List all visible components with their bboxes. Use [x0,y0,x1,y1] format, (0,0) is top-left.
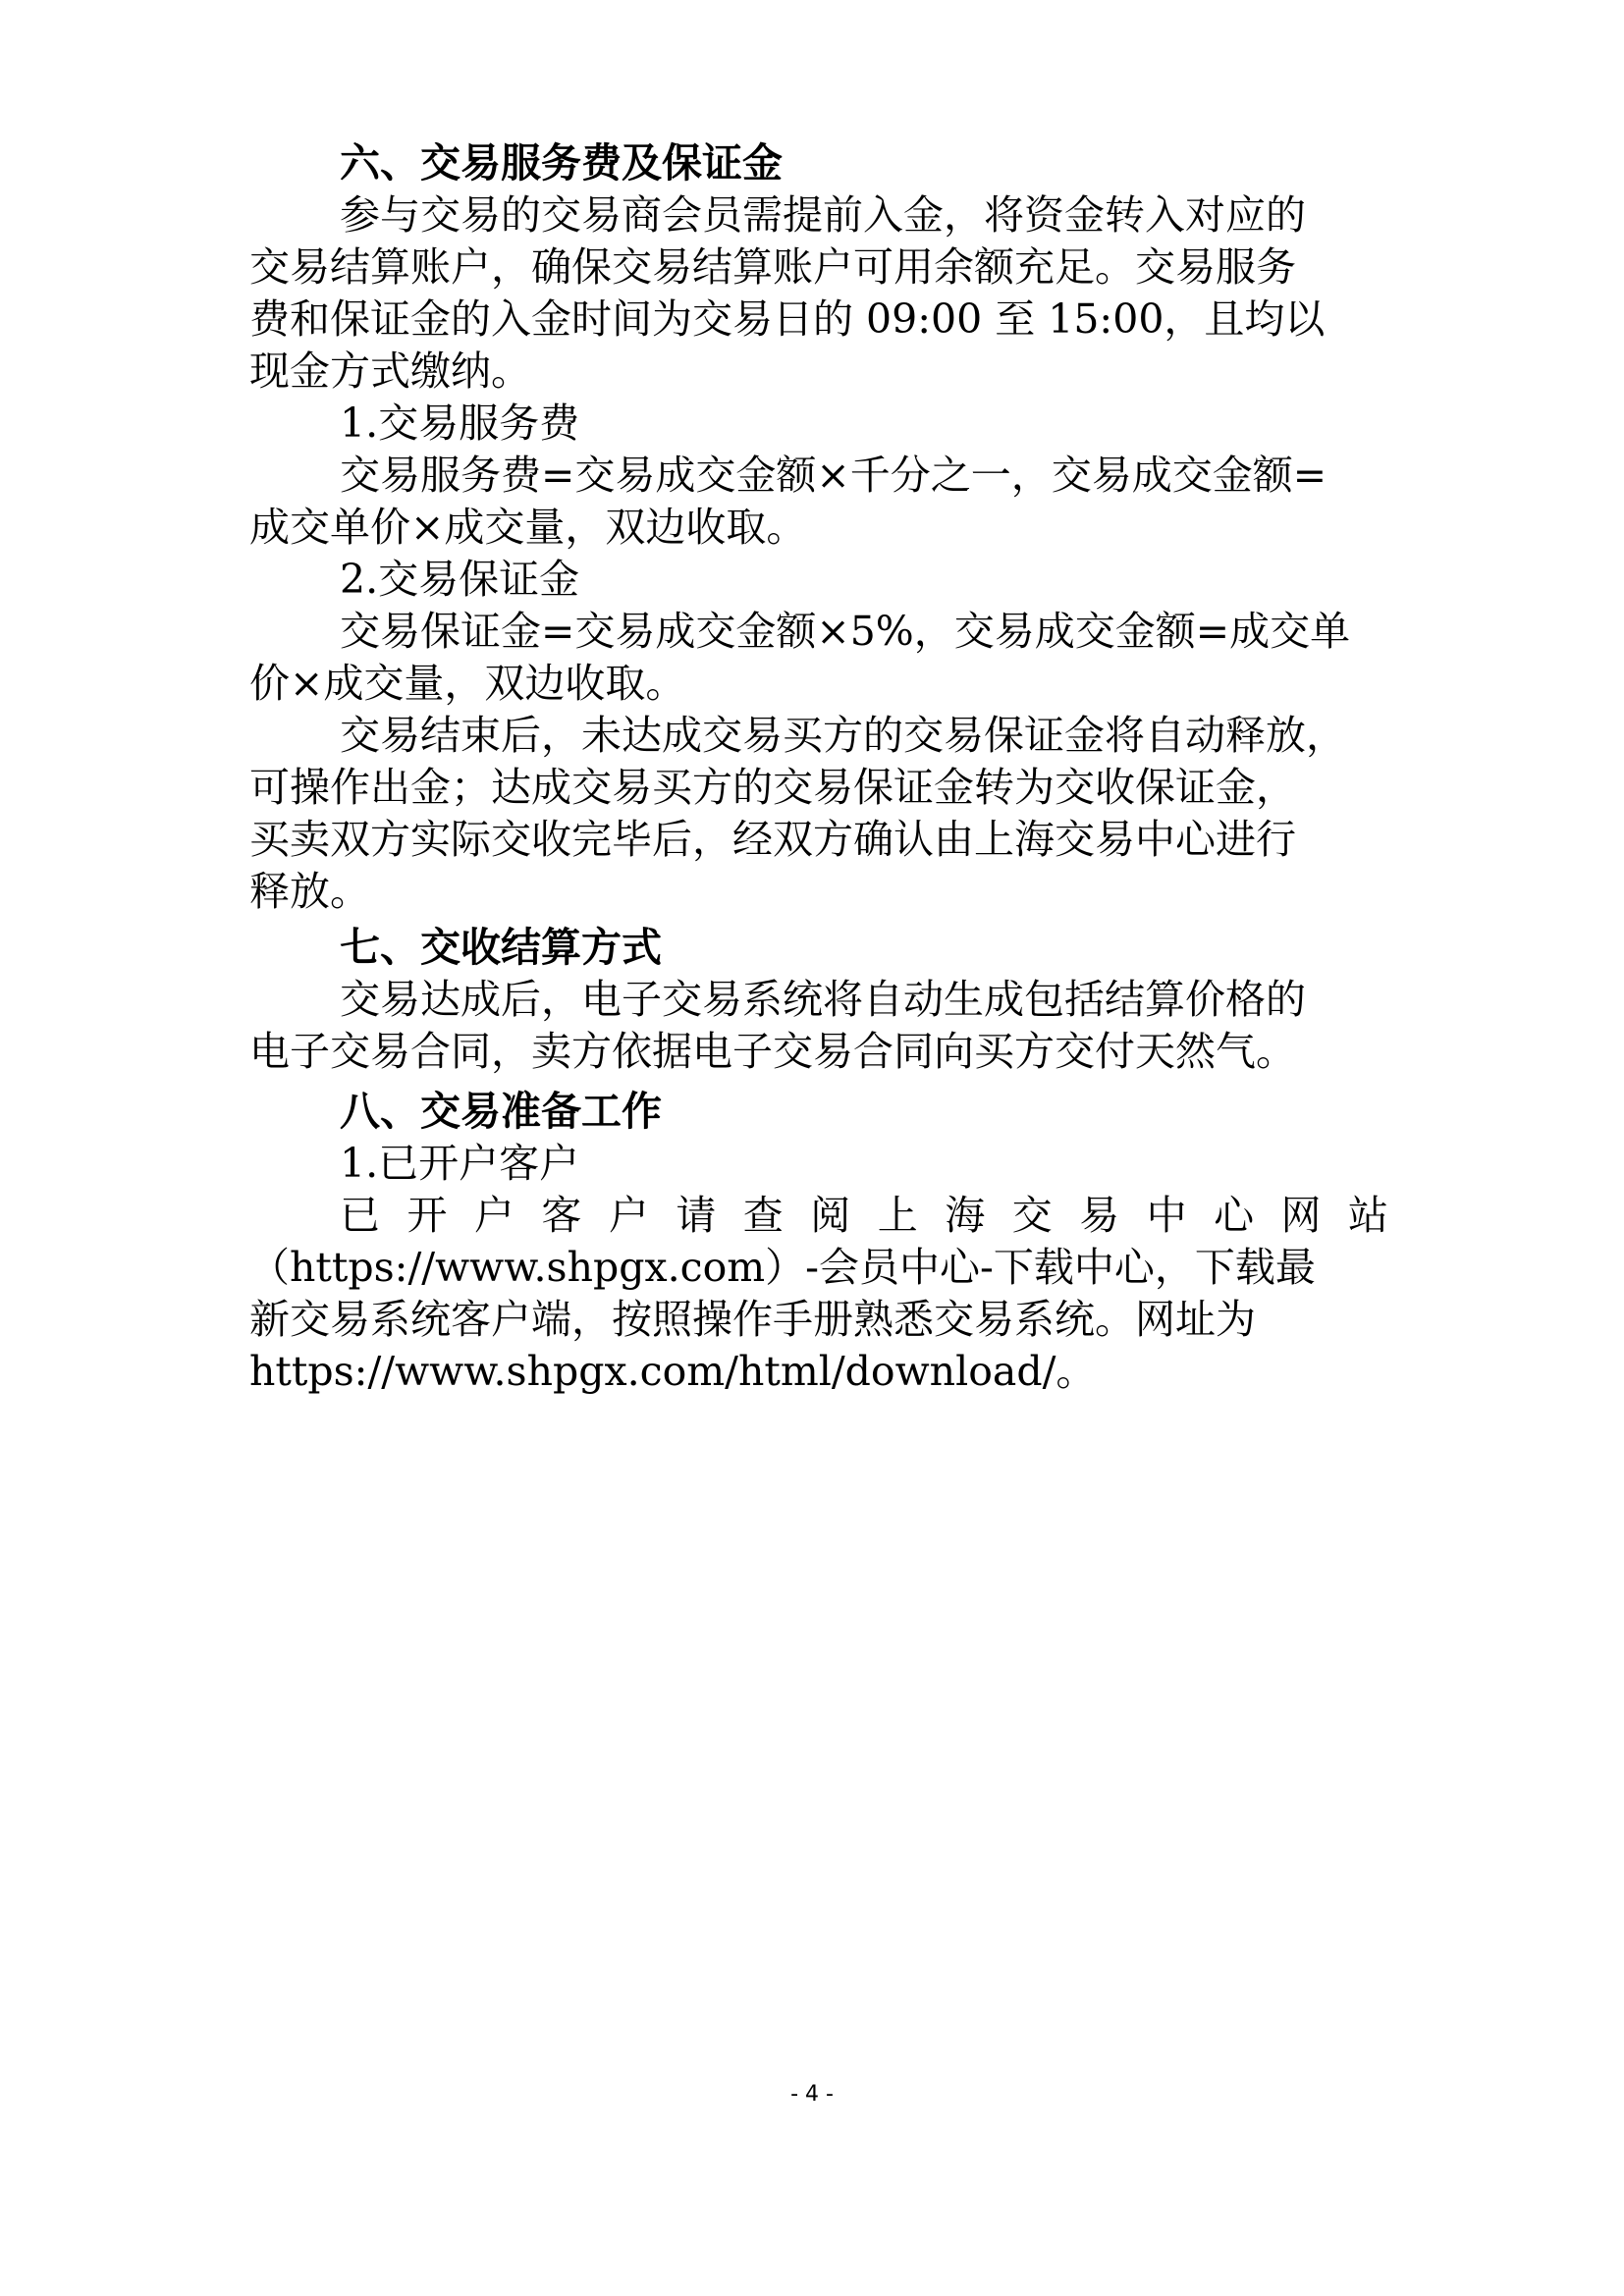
section-6-paragraph-line: 现金方式缴纳。 [249,347,531,395]
section-7-line: 电子交易合同，卖方依据电子交易合同向买方交付天然气。 [249,1028,1296,1075]
section-6-paragraph-line: 交易结算账户，确保交易结算账户可用余额充足。交易服务 [249,243,1296,291]
section-6-paragraph-line: 参与交易的交易商会员需提前入金，将资金转入对应的 [340,191,1306,239]
section-7-heading: 七、交收结算方式 [340,924,662,971]
section-8-heading: 八、交易准备工作 [340,1088,662,1135]
release-line: 可操作出金；达成交易买方的交易保证金转为交收保证金， [249,764,1296,811]
service-fee-line: 成交单价×成交量，双边收取。 [249,504,807,551]
section-6-heading: 六、交易服务费及保证金 [340,139,783,187]
service-fee-line: 交易服务费=交易成交金额×千分之一，交易成交金额= [340,452,1327,499]
opened-account-title: 1.已开户客户 [340,1140,580,1187]
release-line: 买卖双方实际交收完毕后，经双方确认由上海交易中心进行 [249,816,1296,863]
release-line: 释放。 [249,868,370,915]
section-7-line: 交易达成后，电子交易系统将自动生成包括结算价格的 [340,976,1306,1023]
opened-account-line: （https://www.shpgx.com）-会员中心-下载中心，下载最 [249,1244,1316,1291]
page-number: - 4 - [790,2082,834,2107]
section-6-paragraph-line: 费和保证金的入金时间为交易日的 09:00 至 15:00，且均以 [249,295,1326,343]
download-url-line: https://www.shpgx.com/html/download/。 [249,1348,1097,1395]
margin-line: 交易保证金=交易成交金额×5%，交易成交金额=成交单 [340,608,1351,655]
service-fee-title: 1.交易服务费 [340,400,580,447]
opened-account-line: 新交易系统客户端，按照操作手册熟悉交易系统。网址为 [249,1296,1256,1343]
opened-account-line: 已开户客户请查阅上海交易中心网站 [340,1192,1388,1239]
margin-title: 2.交易保证金 [340,556,580,603]
release-line: 交易结束后，未达成交易买方的交易保证金将自动释放， [340,712,1346,759]
margin-line: 价×成交量，双边收取。 [249,660,686,707]
